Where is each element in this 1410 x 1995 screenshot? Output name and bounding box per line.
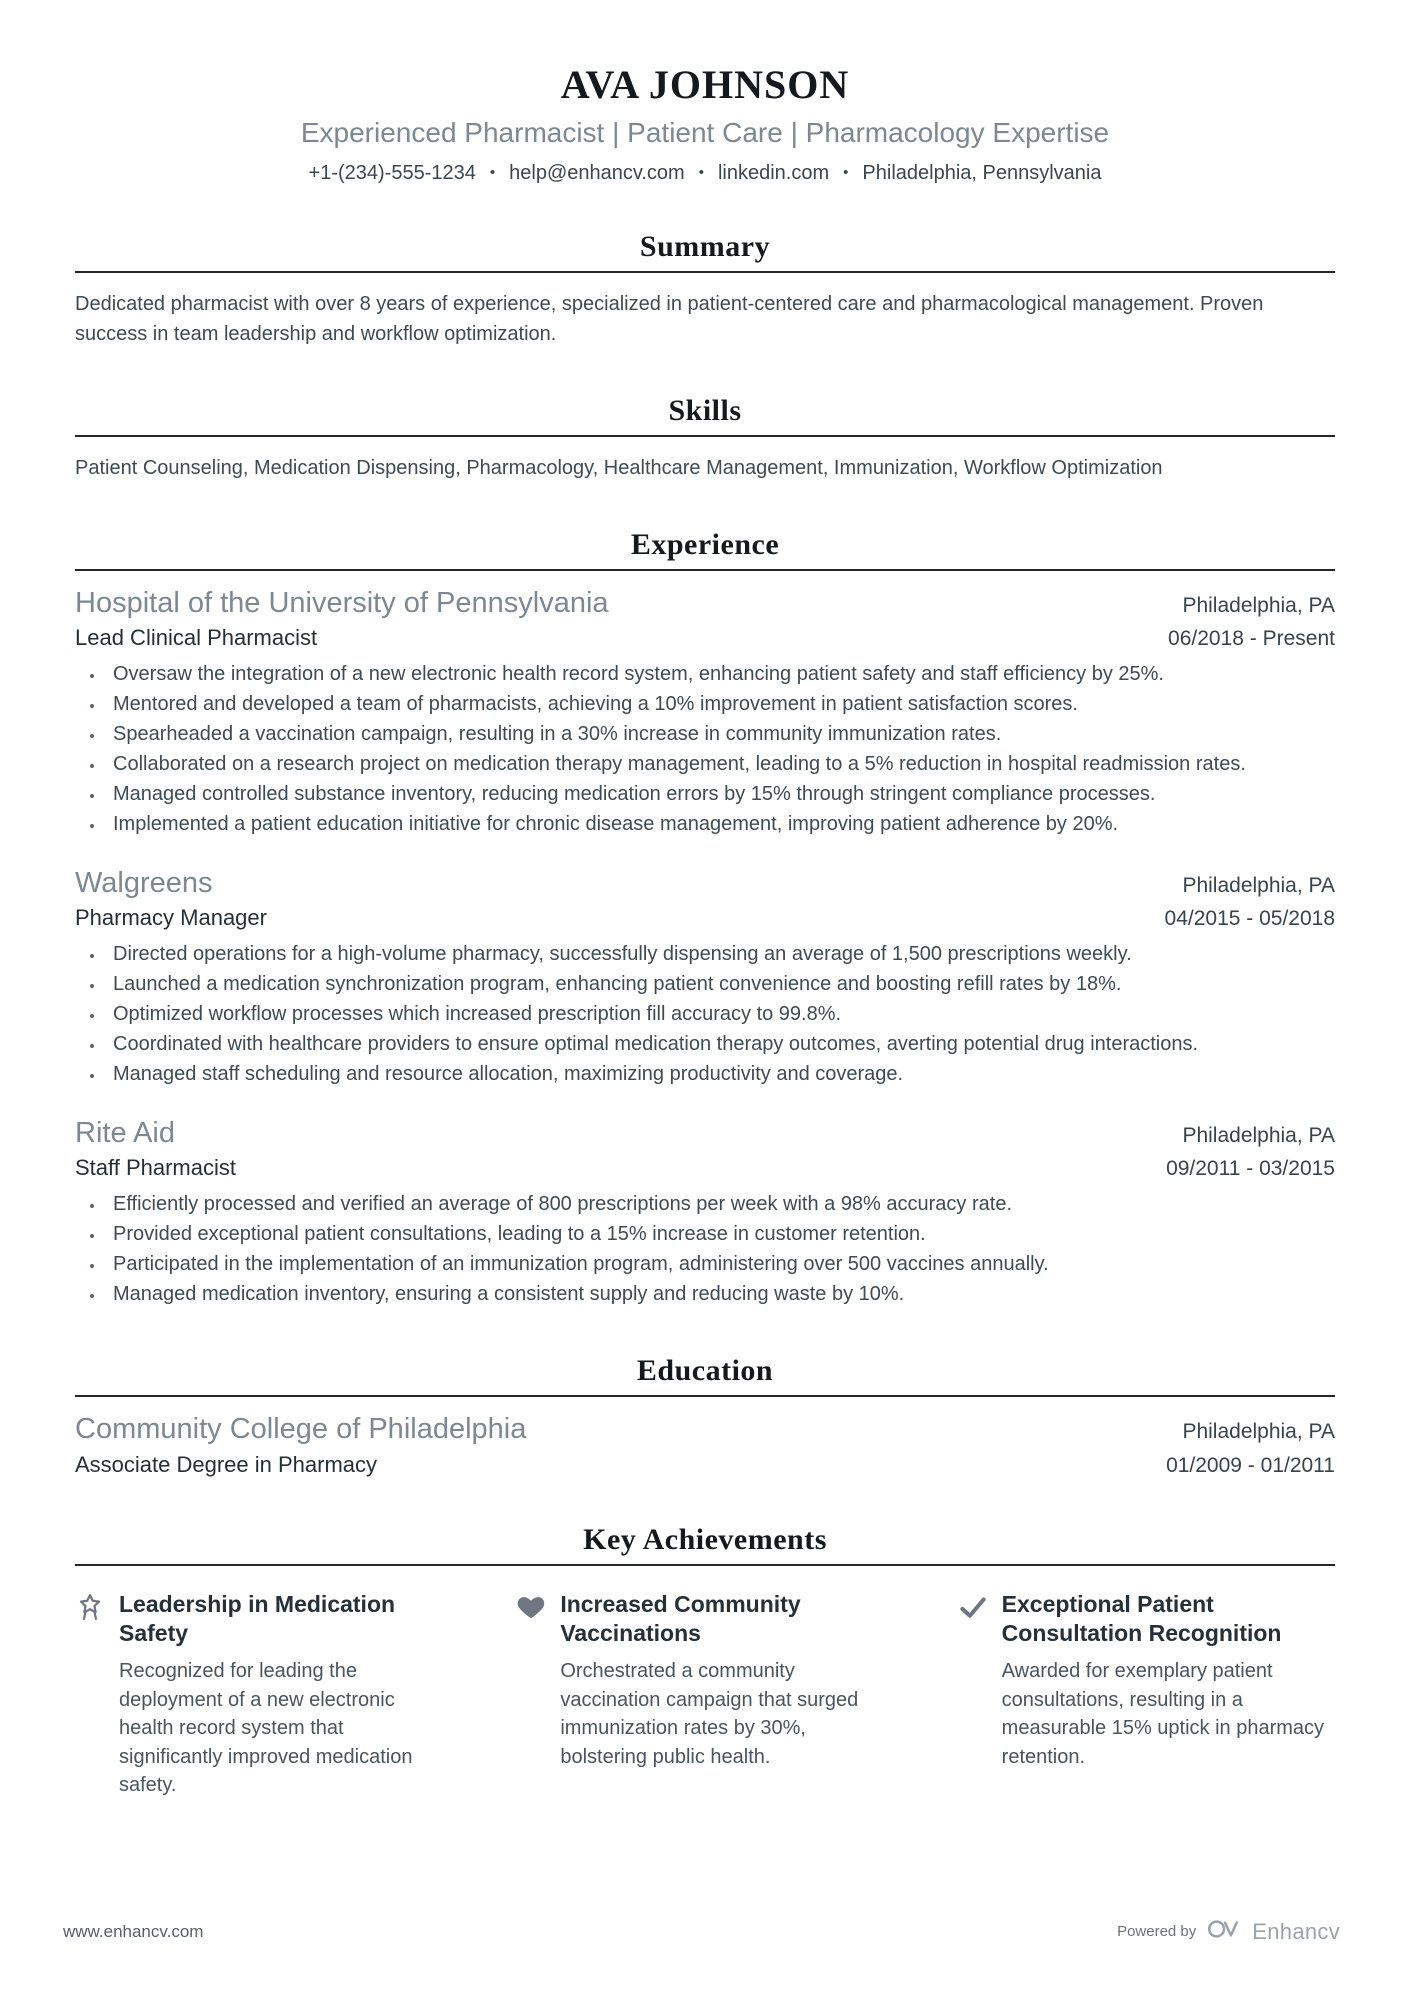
check-icon [958, 1592, 988, 1627]
achievement-title: Leadership in Medication Safety [119, 1590, 396, 1647]
linkedin-link[interactable]: linkedin.com [717, 161, 830, 184]
degree-title: Associate Degree in Pharmacy [75, 1451, 378, 1477]
contact-separator: • [489, 163, 496, 181]
section-divider [75, 569, 1335, 571]
section-education [75, 1353, 1335, 1477]
company-name: Rite Aid [75, 1117, 175, 1150]
company-location: Philadelphia, PA [1182, 873, 1335, 897]
candidate-name: AVA JOHNSON [560, 62, 850, 107]
bullet-item: • Participated in the implementation of an immunization program, administering over 500 vaccines annually. [105, 1249, 1335, 1279]
section-experience [75, 527, 1335, 1310]
resume-header [75, 62, 1335, 185]
job-title: Pharmacy Manager [75, 905, 267, 931]
contact-separator: • [843, 163, 849, 181]
job-title: Staff Pharmacist [75, 1155, 236, 1181]
contact-line [75, 162, 1335, 185]
achievement-item [75, 1590, 452, 1800]
bullet-item: • Implemented a patient education initiative for chronic disease management, improving patient adherence by 20%. [105, 809, 1335, 839]
website-link[interactable]: www.enhancv.com [63, 1921, 204, 1941]
skills-heading: Skills [668, 393, 742, 427]
section-skills [75, 393, 1335, 483]
achievement-text: Recognized for leading the deployment of a new electronic health record system that significantly improved medication safety. [119, 1660, 413, 1796]
date-range: 01/2009 - 01/2011 [1166, 1453, 1335, 1477]
achievement-text: Awarded for exemplary patient consultations, resulting in a measurable 15% uptick in pharmacy retention. [1001, 1660, 1325, 1768]
summary-heading: Summary [639, 229, 771, 263]
skills-text: Patient Counseling, Medication Dispensing, Pharmacology, Healthcare Management, Immunization, Workflow Optimization [75, 456, 1163, 479]
section-divider [75, 271, 1335, 273]
bullet-item: • Managed medication inventory, ensuring a consistent supply and reducing waste by 10%. [105, 1279, 1335, 1309]
experience-entry [75, 1115, 1335, 1309]
bullet-item: • Oversaw the integration of a new electronic health record system, enhancing patient safety and staff efficiency by 25%. [105, 659, 1335, 689]
achievements-grid [75, 1590, 1335, 1800]
education-heading: Education [636, 1354, 774, 1388]
experience-entry [75, 865, 1335, 1089]
bullet-item: • Provided exceptional patient consultations, leading to a 15% increase in customer retention. [105, 1219, 1335, 1249]
company-location: Philadelphia, PA [1182, 1124, 1335, 1148]
achievement-item [516, 1590, 893, 1800]
achievement-title: Increased Community Vaccinations [560, 1590, 801, 1647]
date-range: 04/2015 - 05/2018 [1164, 907, 1335, 931]
heart-icon [516, 1592, 546, 1627]
section-divider [75, 1395, 1335, 1397]
experience-entry [75, 585, 1335, 839]
achievement-item [958, 1590, 1335, 1800]
achievement-body [119, 1590, 452, 1800]
experience-heading: Experience [630, 527, 780, 561]
phone-number: +1-(234)-555-1234 [308, 161, 476, 184]
company-name: Hospital of the University of Pennsylvania [75, 586, 609, 619]
achievement-title: Exceptional Patient Consultation Recognition [1001, 1590, 1282, 1647]
contact-separator: • [698, 163, 704, 181]
ribbon-award-icon [75, 1592, 105, 1627]
email-link[interactable]: help@enhancv.com [509, 161, 685, 184]
powered-by [1117, 1916, 1340, 1947]
education-entries [75, 1411, 1335, 1477]
section-divider [75, 435, 1335, 437]
achievement-text: Orchestrated a community vaccination campaign that surged immunization rates by 30%, bolstering public health. [560, 1660, 859, 1768]
bullet-list [75, 939, 1335, 1089]
company-location: Philadelphia, PA [1182, 593, 1335, 617]
bullet-list [75, 659, 1335, 839]
bullet-item: • Mentored and developed a team of pharmacists, achieving a 10% improvement in patient satisfaction scores. [105, 689, 1335, 719]
bullet-item: • Optimized workflow processes which increased prescription fill accuracy to 99.8%. [105, 999, 1335, 1029]
section-summary [75, 229, 1335, 349]
location-text: Philadelphia, Pennsylvania [862, 161, 1102, 184]
powered-by-label: Powered by [1117, 1923, 1197, 1940]
school-location: Philadelphia, PA [1182, 1420, 1335, 1444]
bullet-item: • Managed staff scheduling and resource allocation, maximizing productivity and coverage. [105, 1059, 1335, 1089]
section-key-achievements [75, 1522, 1335, 1800]
bullet-list [75, 1189, 1335, 1309]
section-divider [75, 1564, 1335, 1566]
achievement-body [1002, 1590, 1335, 1771]
summary-text: Dedicated pharmacist with over 8 years of experience, specialized in patient-centered care and pharmacological management. Proven success in team leadership and workflow optimization. [75, 292, 1264, 345]
bullet-item: • Managed controlled substance inventory, reducing medication errors by 15% through stringent compliance processes. [105, 779, 1335, 809]
date-range: 06/2018 - Present [1168, 626, 1335, 650]
bullet-item: • Launched a medication synchronization program, enhancing patient convenience and boosting refill rates by 18%. [105, 969, 1335, 999]
education-entry [75, 1411, 1335, 1477]
experience-entries [75, 585, 1335, 1310]
brand-name: Enhancv [1252, 1918, 1340, 1944]
page-footer [63, 1916, 1340, 1947]
achievement-body [560, 1590, 893, 1771]
job-title: Lead Clinical Pharmacist [75, 624, 318, 650]
enhancv-logo-icon [1206, 1916, 1242, 1947]
bullet-item: • Spearheaded a vaccination campaign, resulting in a 30% increase in community immunization rates. [105, 719, 1335, 749]
company-name: Walgreens [75, 866, 213, 899]
school-name: Community College of Philadelphia [75, 1413, 527, 1446]
bullet-item: • Directed operations for a high-volume pharmacy, successfully dispensing an average of 1,500 prescriptions weekly. [105, 939, 1335, 969]
bullet-item: • Collaborated on a research project on medication therapy management, leading to a 5% reduction in hospital readmission rates. [105, 749, 1335, 779]
candidate-tagline: Experienced Pharmacist | Patient Care | Pharmacology Expertise [300, 117, 1110, 148]
achievements-heading: Key Achievements [583, 1522, 827, 1556]
bullet-item: • Efficiently processed and verified an average of 800 prescriptions per week with a 98% accuracy rate. [105, 1189, 1335, 1219]
date-range: 09/2011 - 03/2015 [1166, 1157, 1335, 1181]
bullet-item: • Coordinated with healthcare providers to ensure optimal medication therapy outcomes, averting potential drug interactions. [105, 1029, 1335, 1059]
